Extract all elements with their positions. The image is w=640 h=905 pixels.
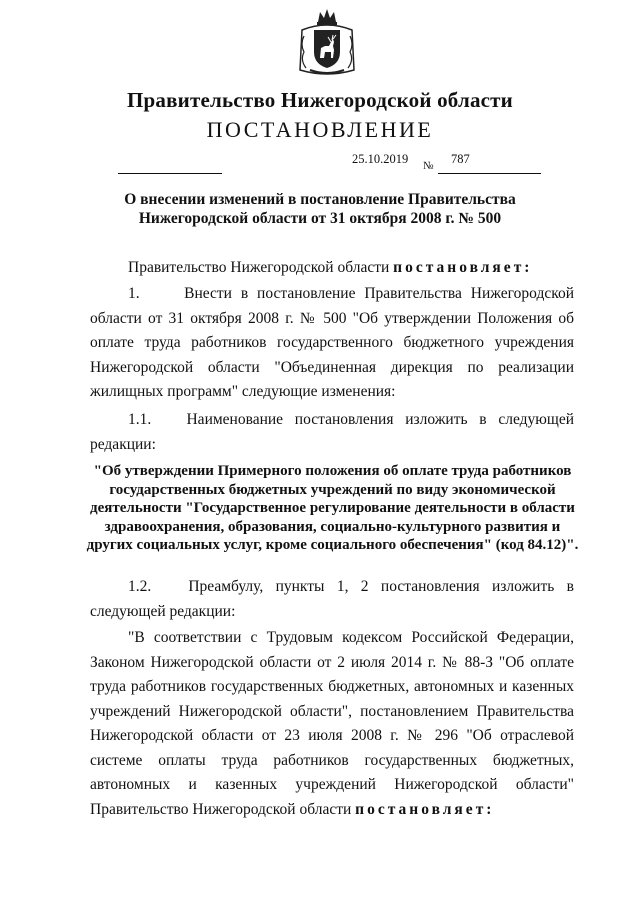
coat-of-arms-icon xyxy=(296,6,358,80)
decree-heading xyxy=(110,190,530,228)
item-1-1: 1.1. Наименование постановления изложить в следующей редакции: xyxy=(90,411,574,453)
item-1-2: 1.2. Преамбулу, пункты 1, 2 постановления изложить в следующей редакции: xyxy=(90,578,574,620)
preamble-text: "В соответствии с Трудовым кодексом Российской Федерации, Законом Нижегородской области от 2 июля 2014 г. № 88-З "Об оплате труда работников государственных бюджетных, автономных и казенных учреждений Нижегородской области", постановлением Правительства Нижегородской области от 23 июля 2008 г. № 296 "Об отраслевой системе оплаты труда работников государственных бюджетных, автономных и казенных учреждений Нижегородской области" Правительство Нижегородской области xyxy=(90,629,574,818)
item-1: 1. Внести в постановление Правительства Нижегородской области от 31 октября 2008 г. № 500 "Об утверждении Положения об оплате труда работников государственного бюджетного учреждения Нижегородской области "Объединенная дирекция по реализации жилищных программ" следующие изменения: xyxy=(90,285,574,400)
decree-number: 787 xyxy=(451,152,470,166)
blank-line-left xyxy=(118,173,222,174)
intro-verb: постановляет: xyxy=(393,259,533,276)
new-title-quote: "Об утверждении Примерного положения об оплате труда работников государственных бюджетных учреждений по виду экономической деятельности "Государственное регулирование деятельности в области здравоохранения, образования, социально-культурного развития и других социальных услуг, кроме социального обеспечения" (код 84.12)". xyxy=(86,463,579,553)
heading-line-2: Нижегородской области от 31 октября 2008 г. № 500 xyxy=(138,210,502,227)
government-title: Правительство Нижегородской области xyxy=(127,88,513,112)
document-type: ПОСТАНОВЛЕНИЕ xyxy=(206,117,434,142)
heading-line-1: О внесении изменений в постановление Правительства xyxy=(124,191,516,208)
intro-lead: Правительство Нижегородской области xyxy=(128,259,390,276)
number-label: № xyxy=(423,160,434,172)
preamble-verb: постановляет: xyxy=(355,800,495,818)
number-underline xyxy=(438,173,541,174)
preamble-paragraph xyxy=(90,626,574,822)
decree-date: 25.10.2019 xyxy=(352,152,409,166)
intro-paragraph xyxy=(90,256,574,281)
